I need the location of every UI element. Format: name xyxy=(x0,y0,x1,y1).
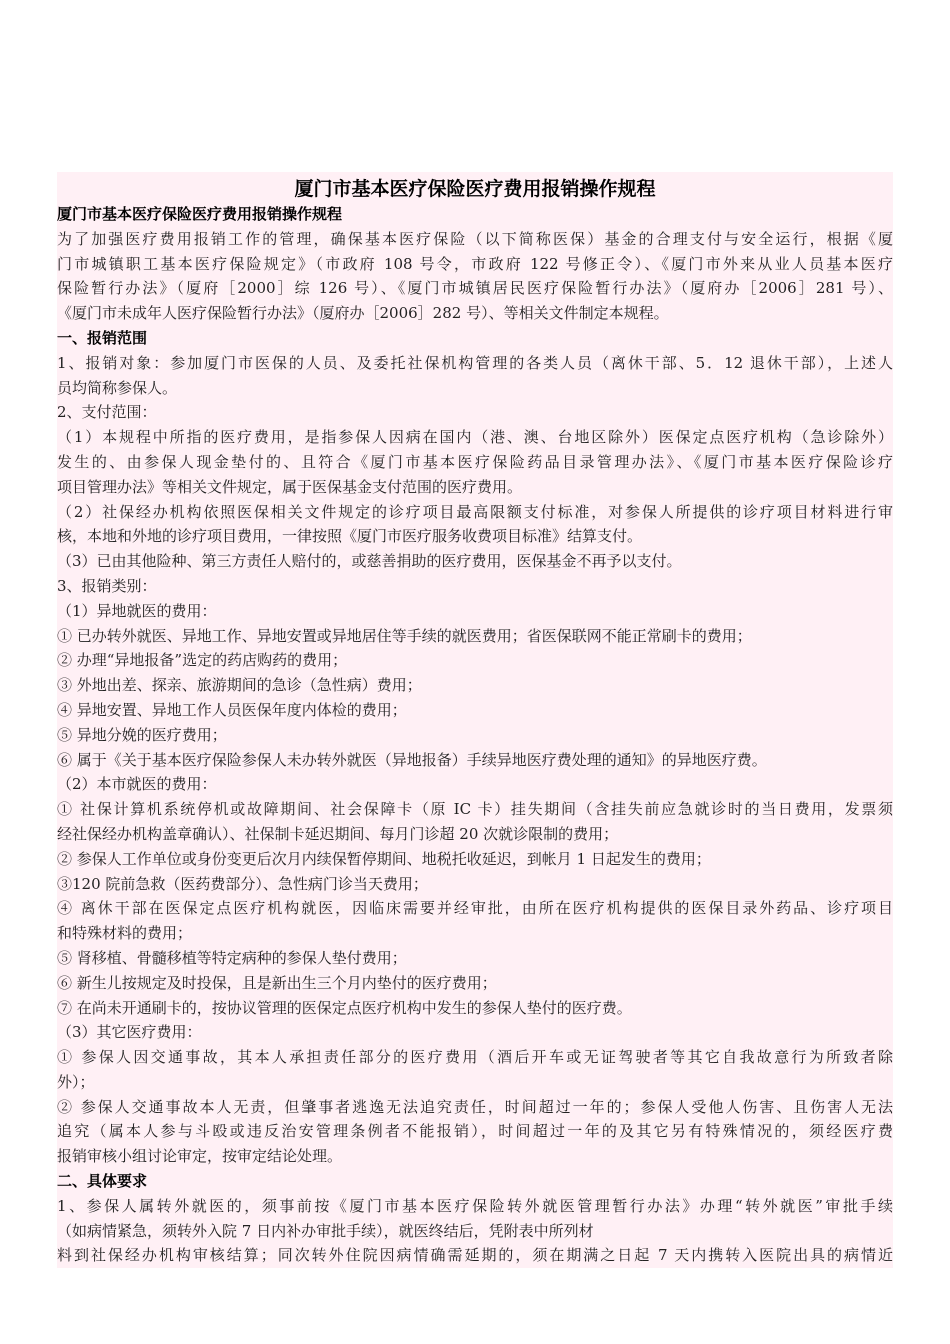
paragraph-line: ④ 离休干部在医保定点医疗机构就医，因临床需要并经审批，由所在医疗机构提供的医保目录外药品、诊疗项目 xyxy=(57,899,893,918)
paragraph-line: 《厦门市未成年人医疗保险暂行办法》（厦府办［2006］282 号）、等相关文件制定本规程。 xyxy=(57,304,669,323)
paragraph-line: （2）本市就医的费用： xyxy=(57,775,217,794)
paragraph-line: 报销审核小组讨论审定，按审定结论处理。 xyxy=(57,1147,343,1166)
paragraph-line: 外）； xyxy=(57,1072,95,1091)
paragraph-line: 为了加强医疗费用报销工作的管理，确保基本医疗保险（以下简称医保）基金的合理支付与安全运行，根据《厦 xyxy=(57,229,893,248)
paragraph-line: ② 参保人交通事故本人无责，但肇事者逃逸无法追究责任，时间超过一年的；参保人受他人伤害、且伤害人无法 xyxy=(57,1097,893,1116)
paragraph-line: 门市城镇职工基本医疗保险规定》（市政府 108 号令，市政府 122 号修正令）、《厦门市外来从业人员基本医疗 xyxy=(57,254,893,273)
paragraph-line: （如病情紧急，须转外入院 7 日内补办审批手续），就医终结后，凭附表中所列材 xyxy=(57,1221,594,1240)
paragraph-line: ⑦ 在尚未开通刷卡的，按协议管理的医保定点医疗机构中发生的参保人垫付的医疗费。 xyxy=(57,998,632,1017)
paragraph-line: （1）异地就医的费用： xyxy=(57,601,217,620)
paragraph-line: 核，本地和外地的诊疗项目费用，一律按照《厦门市医疗服务收费项目标准》结算支付。 xyxy=(57,527,643,546)
paragraph-line: ① 参保人因交通事故，其本人承担责任部分的医疗费用（酒后开车或无证驾驶者等其它自我故意行为所致者除 xyxy=(57,1048,893,1067)
document-title: 厦门市基本医疗保险医疗费用报销操作规程 xyxy=(294,178,656,200)
paragraph-line: 料到社保经办机构审核结算；同次转外住院因病情确需延期的，须在期满之日起 7 天内携转入医院出具的病情近 xyxy=(57,1246,893,1265)
paragraph-line: ⑤ 肾移植、骨髓移植等特定病种的参保人垫付费用； xyxy=(57,948,407,967)
paragraph-line: ④ 异地安置、异地工作人员医保年度内体检的费用； xyxy=(57,700,407,719)
paragraph-line: ⑥ 新生儿按规定及时投保，且是新出生三个月内垫付的医疗费用； xyxy=(57,973,497,992)
paragraph-line: （3）已由其他险种、第三方责任人赔付的，或慈善捐助的医疗费用，医保基金不再予以支付。 xyxy=(57,552,682,571)
paragraph-line: 发生的、由参保人现金垫付的、且符合《厦门市基本医疗保险药品目录管理办法》、《厦门市基本医疗保险诊疗 xyxy=(57,452,893,471)
document-page xyxy=(57,172,893,1268)
section-heading: 一、报销范围 xyxy=(57,328,148,347)
section-heading: 厦门市基本医疗保险医疗费用报销操作规程 xyxy=(57,205,343,223)
paragraph-line: ③120 院前急救（医药费部分）、急性病门诊当天费用； xyxy=(57,874,428,893)
paragraph-line: 1、参保人属转外就医的，须事前按《厦门市基本医疗保险转外就医管理暂行办法》办理“转外就医”审批手续 xyxy=(57,1196,893,1215)
paragraph-line: ① 社保计算机系统停机或故障期间、社会保障卡（原 IC 卡）挂失期间（含挂失前应急就诊时的当日费用，发票须 xyxy=(57,800,893,819)
section-heading: 二、具体要求 xyxy=(57,1172,148,1191)
paragraph-line: 和特殊材料的费用； xyxy=(57,924,193,943)
paragraph-line: 员均简称参保人。 xyxy=(57,378,178,397)
paragraph-line: ② 参保人工作单位或身份变更后次月内续保暂停期间、地税托收延迟，到帐月 1 日起发生的费用； xyxy=(57,849,711,868)
paragraph-line: 2、支付范围： xyxy=(57,403,157,422)
paragraph-line: ⑤ 异地分娩的医疗费用； xyxy=(57,725,227,744)
document-body xyxy=(57,202,893,1268)
paragraph-line: （1）本规程中所指的医疗费用，是指参保人因病在国内（港、澳、台地区除外）医保定点医疗机构（急诊除外） xyxy=(57,428,893,447)
paragraph-line: ② 办理“异地报备”选定的药店购药的费用； xyxy=(57,651,348,670)
paragraph-line: 经社保经办机构盖章确认）、社保制卡延迟期间、每月门诊超 20 次就诊限制的费用； xyxy=(57,824,619,843)
paragraph-line: ① 已办转外就医、异地工作、异地安置或异地居住等手续的就医费用；省医保联网不能正常刷卡的费用； xyxy=(57,626,752,645)
paragraph-line: （3）其它医疗费用： xyxy=(57,1023,202,1042)
paragraph-line: ⑥ 属于《关于基本医疗保险参保人未办转外就医（异地报备）手续异地医疗费处理的通知》的异地医疗费。 xyxy=(57,750,767,769)
paragraph-line: （2）社保经办机构依照医保相关文件规定的诊疗项目最高限额支付标准，对参保人所提供的诊疗项目材料进行审 xyxy=(57,502,893,521)
paragraph-line: 项目管理办法》等相关文件规定，属于医保基金支付范围的医疗费用。 xyxy=(57,477,523,496)
paragraph-line: 3、报销类别： xyxy=(57,576,157,595)
paragraph-line: ③ 外地出差、探亲、旅游期间的急诊（急性病）费用； xyxy=(57,676,422,695)
paragraph-line: 保险暂行办法》（厦府［2000］综 126 号）、《厦门市城镇居民医疗保险暂行办法》（厦府办［2006］281 号）、 xyxy=(57,279,893,298)
paragraph-line: 追究（属本人参与斗殴或违反治安管理条例者不能报销），时间超过一年的及其它另有特殊情况的，须经医疗费 xyxy=(57,1122,893,1141)
paragraph-line: 1、报销对象：参加厦门市医保的人员、及委托社保机构管理的各类人员（离休干部、5．12 退休干部），上述人 xyxy=(57,353,893,372)
